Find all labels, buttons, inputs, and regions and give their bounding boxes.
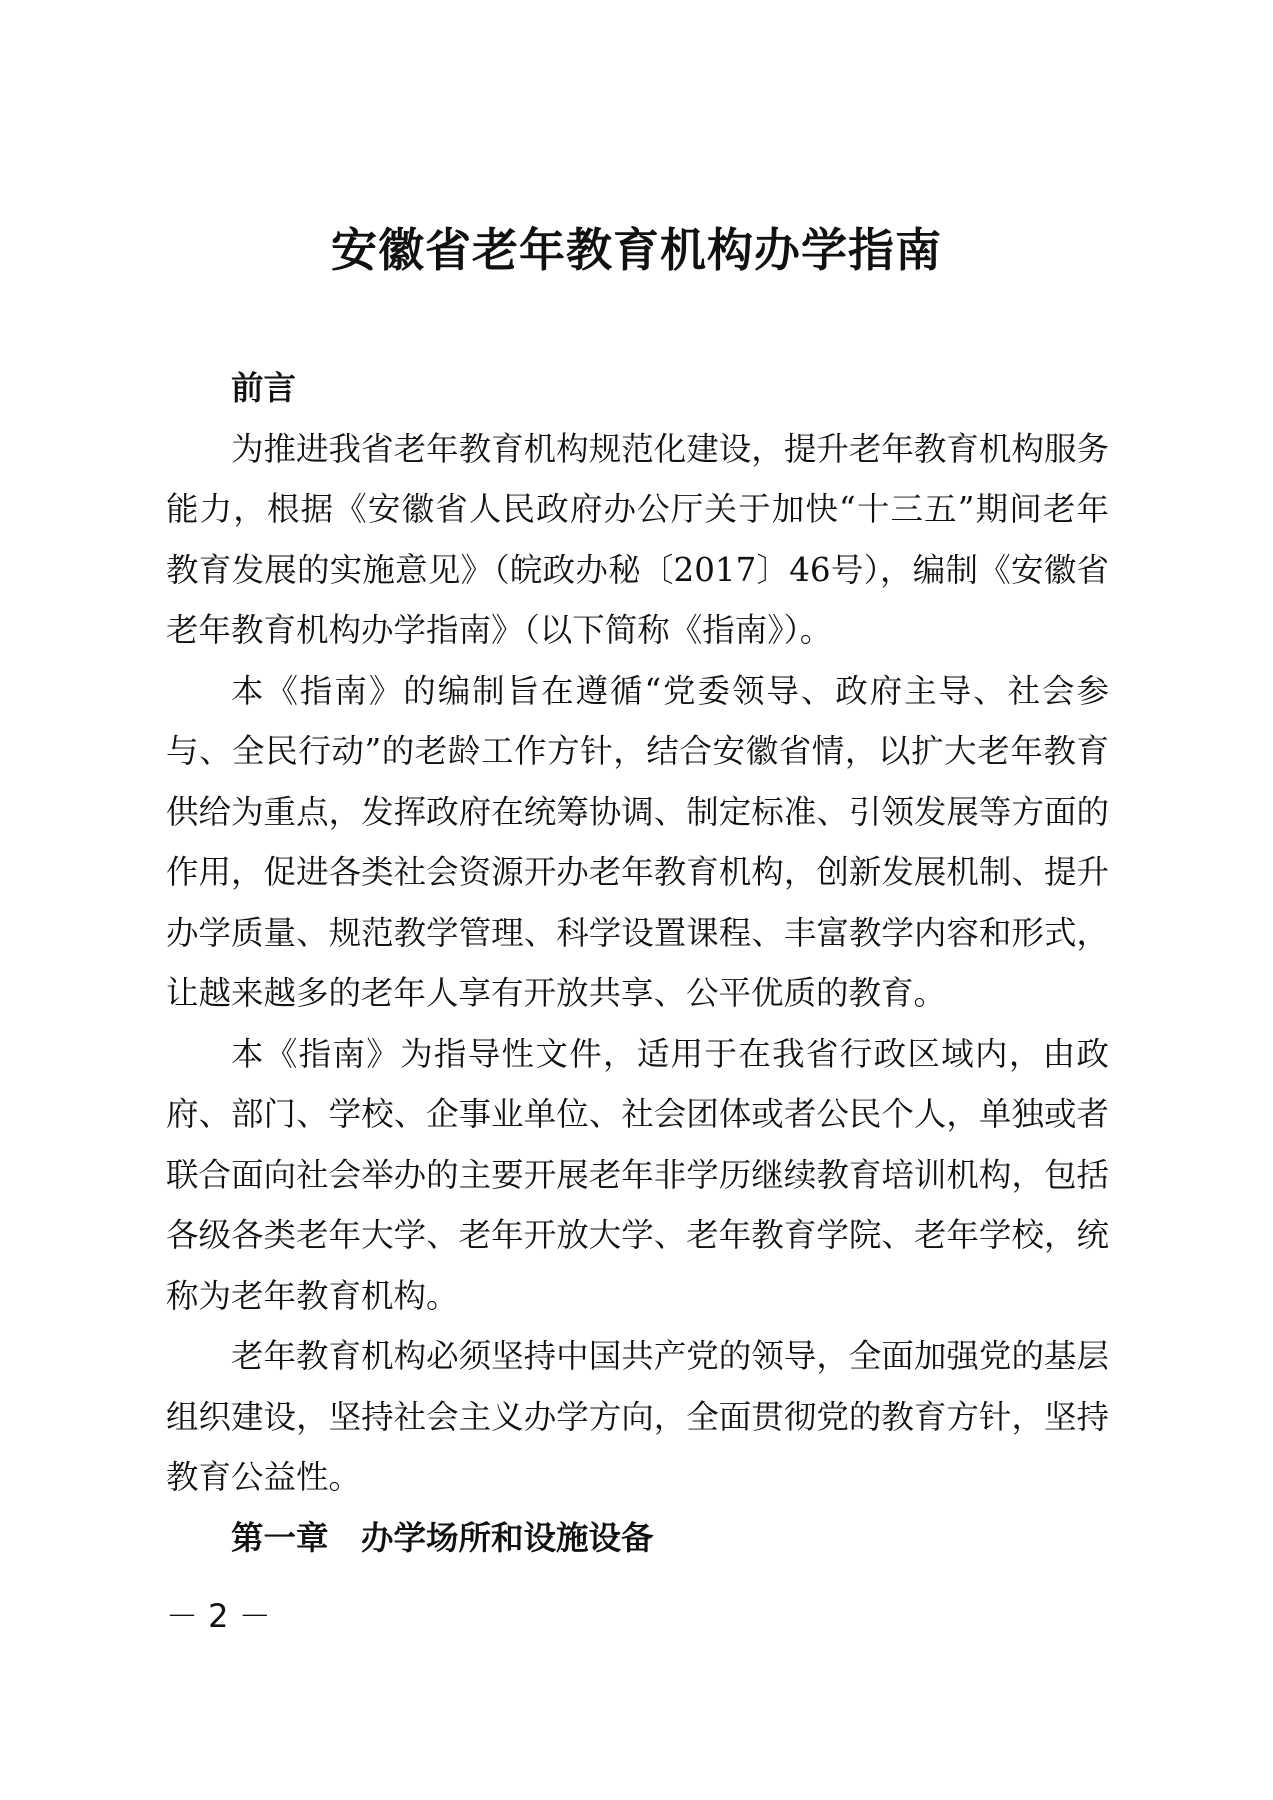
chapter-heading: 第一章 办学场所和设施设备	[231, 1518, 654, 1557]
page-number: － 2 －	[166, 1597, 271, 1635]
paragraph-1: 为推进我省老年教育机构规范化建设，提升老年教育机构服务能力，根据《安徽省人民政府办公厅关于加快“十三五”期间老年教育发展的实施意见》（皖政办秘〔2017〕46号），编制《安徽省老年教育机构办学指南》（以下简称《指南》）。	[166, 429, 1109, 649]
paragraph-2: 本《指南》的编制旨在遵循“党委领导、政府主导、社会参与、全民行动”的老龄工作方针，结合安徽省情，以扩大老年教育供给为重点，发挥政府在统筹协调、制定标准、引领发展等方面的作用，促进各类社会资源开办老年教育机构，创新发展机制、提升办学质量、规范教学管理、科学设置课程、丰富教学内容和形式，让越来越多的老年人享有开放共享、公平优质的教育。	[166, 671, 1109, 1012]
document-body	[166, 358, 1109, 1568]
preface-heading: 前言	[231, 369, 297, 407]
paragraph-3: 本《指南》为指导性文件，适用于在我省行政区域内，由政府、部门、学校、企事业单位、社会团体或者公民个人，单独或者联合面向社会举办的主要开展老年非学历继续教育培训机构，包括各级各类老年大学、老年开放大学、老年教育学院、老年学校，统称为老年教育机构。	[166, 1034, 1109, 1315]
paragraph-4: 老年教育机构必须坚持中国共产党的领导，全面加强党的基层组织建设，坚持社会主义办学方向，全面贯彻党的教育方针，坚持教育公益性。	[166, 1337, 1109, 1496]
document-title: 安徽省老年教育机构办学指南	[331, 223, 942, 277]
